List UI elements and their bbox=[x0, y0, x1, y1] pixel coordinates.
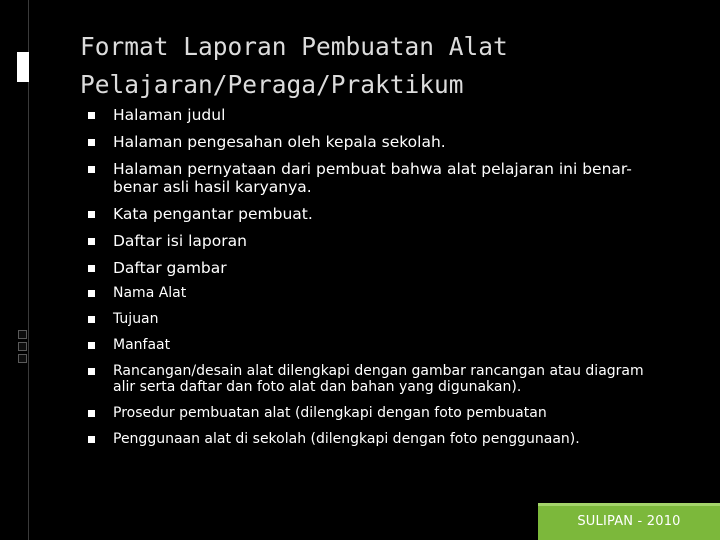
list-item bbox=[88, 431, 668, 447]
list-item-text: Rancangan/desain alat dilengkapi dengan gambar rancangan atau diagram alir serta daftar dan foto alat dan bahan yang digunakan). bbox=[113, 363, 644, 395]
list-item-text: Prosedur pembuatan alat (dilengkapi dengan foto pembuatan bbox=[113, 405, 547, 421]
list-item bbox=[88, 363, 668, 395]
list-item bbox=[88, 405, 668, 421]
list-item bbox=[88, 285, 668, 301]
square-bullet-icon bbox=[88, 368, 95, 375]
side-mark bbox=[18, 330, 27, 339]
side-mark bbox=[18, 354, 27, 363]
list-item-text: Daftar isi laporan bbox=[113, 232, 247, 250]
list-item bbox=[88, 160, 668, 196]
square-bullet-icon bbox=[88, 112, 95, 119]
list-item-text: Nama Alat bbox=[113, 285, 187, 301]
list-item bbox=[88, 311, 668, 327]
list-item-text: Halaman pengesahan oleh kepala sekolah. bbox=[113, 133, 446, 151]
list-item-text: Halaman pernyataan dari pembuat bahwa alat pelajaran ini benar-benar asli hasil karyanya. bbox=[113, 160, 632, 196]
list-item-text: Daftar gambar bbox=[113, 259, 227, 277]
list-item-text: Manfaat bbox=[113, 337, 171, 353]
slide-title-line-2: Pelajaran/Peraga/Praktikum bbox=[80, 70, 464, 99]
list-item-text: Penggunaan alat di sekolah (dilengkapi dengan foto penggunaan). bbox=[113, 431, 580, 447]
list-item-text: Tujuan bbox=[113, 311, 159, 327]
list-item bbox=[88, 232, 668, 250]
square-bullet-icon bbox=[88, 342, 95, 349]
square-bullet-icon bbox=[88, 166, 95, 173]
footer-text: SULIPAN - 2010 bbox=[577, 514, 681, 529]
side-marks bbox=[18, 330, 27, 366]
square-bullet-icon bbox=[88, 211, 95, 218]
bullet-list bbox=[88, 106, 668, 457]
square-bullet-icon bbox=[88, 410, 95, 417]
list-item bbox=[88, 337, 668, 353]
square-bullet-icon bbox=[88, 290, 95, 297]
list-item bbox=[88, 205, 668, 223]
list-item bbox=[88, 133, 668, 151]
slide-title-line-1: Format Laporan Pembuatan Alat bbox=[80, 32, 508, 61]
list-item bbox=[88, 106, 668, 124]
accent-block bbox=[17, 52, 29, 82]
square-bullet-icon bbox=[88, 436, 95, 443]
square-bullet-icon bbox=[88, 265, 95, 272]
list-item-text: Kata pengantar pembuat. bbox=[113, 205, 313, 223]
side-mark bbox=[18, 342, 27, 351]
list-item bbox=[88, 259, 668, 277]
square-bullet-icon bbox=[88, 316, 95, 323]
square-bullet-icon bbox=[88, 139, 95, 146]
list-item-text: Halaman judul bbox=[113, 106, 226, 124]
slide-title bbox=[80, 28, 700, 104]
footer-box bbox=[538, 503, 720, 540]
square-bullet-icon bbox=[88, 238, 95, 245]
